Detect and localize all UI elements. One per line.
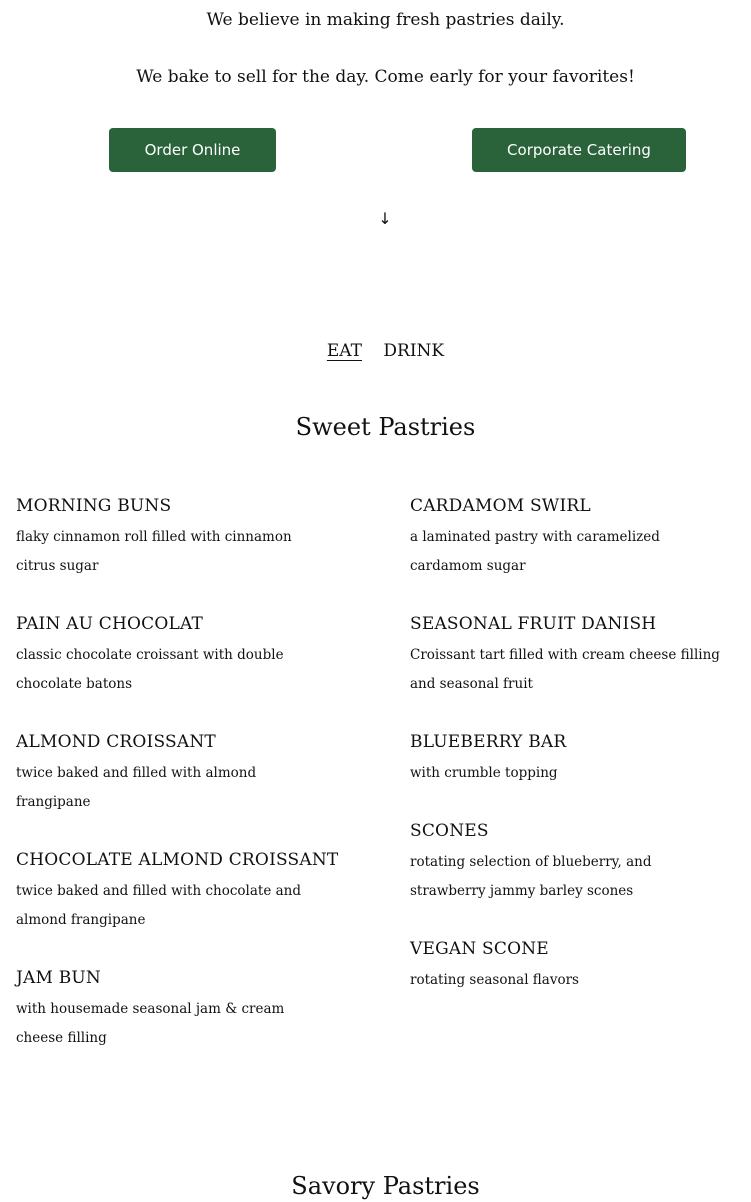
menu-item-name: VEGAN SCONE (410, 939, 549, 959)
tab-eat[interactable]: EAT (326, 341, 362, 361)
menu-item-name: CARDAMOM SWIRL (410, 496, 591, 516)
menu-item-name: SCONES (410, 821, 489, 841)
menu-item (410, 493, 740, 581)
menu-item-description: flaky cinnamon roll filled with cinnamon citrus sugar (16, 529, 292, 574)
menu-item (410, 611, 740, 699)
menu-item (16, 847, 339, 935)
menu-item-description: rotating selection of blueberry, and strawberry jammy barley scones (410, 854, 652, 899)
menu-item-description: twice baked and filled with chocolate and almond frangipane (16, 883, 301, 928)
order-online-button[interactable]: Order Online (109, 128, 276, 172)
menu-item (16, 611, 316, 699)
menu-item-description: rotating seasonal flavors (410, 972, 579, 988)
menu-item-description: a laminated pastry with caramelized cardamom sugar (410, 529, 660, 574)
section-title-sweet-pastries: Sweet Pastries (295, 413, 476, 441)
menu-item (410, 936, 740, 995)
menu-item-description: Croissant tart filled with cream cheese filling and seasonal fruit (410, 647, 720, 692)
menu-item (16, 493, 316, 581)
arrow-down-icon[interactable]: ↓ (378, 209, 392, 228)
intro-line-bake: We bake to sell for the day. Come early for your favorites! (136, 67, 635, 87)
menu-item (410, 818, 740, 906)
section-title-savory-pastries: Savory Pastries (291, 1172, 480, 1200)
menu-item-name: BLUEBERRY BAR (410, 732, 567, 752)
menu-item-description: with crumble topping (410, 765, 558, 781)
menu-item-name: MORNING BUNS (16, 496, 172, 516)
menu-column-right (410, 493, 740, 1025)
menu-item-description: with housemade seasonal jam & cream cheese filling (16, 1001, 285, 1046)
corporate-catering-button[interactable]: Corporate Catering (472, 128, 686, 172)
menu-item-name: CHOCOLATE ALMOND CROISSANT (16, 850, 339, 870)
menu-column-left (16, 493, 339, 1083)
menu-item (16, 729, 316, 817)
menu-item-description: twice baked and filled with almond frangipane (16, 765, 257, 810)
menu-item-name: ALMOND CROISSANT (16, 732, 216, 752)
menu-item-description: classic chocolate croissant with double chocolate batons (16, 647, 284, 692)
menu-item-name: PAIN AU CHOCOLAT (16, 614, 204, 634)
menu-item (410, 729, 740, 788)
menu-item (16, 965, 316, 1053)
intro-line-fresh: We believe in making fresh pastries daily. (206, 10, 565, 30)
menu-item-name: JAM BUN (16, 968, 101, 988)
menu-item-name: SEASONAL FRUIT DANISH (410, 614, 657, 634)
menu-tabs (0, 339, 751, 363)
tab-drink[interactable]: DRINK (383, 341, 445, 361)
